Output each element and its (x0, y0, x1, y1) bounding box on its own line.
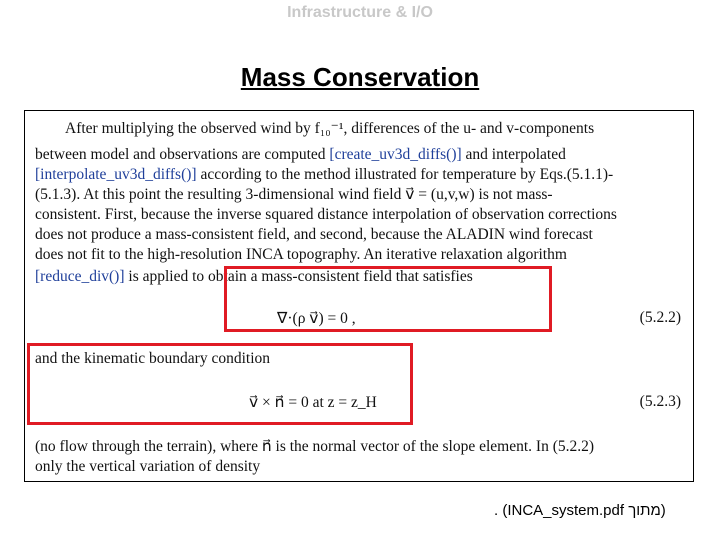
highlight-box-mass-consistency (224, 266, 552, 332)
text-line-4: (5.1.3). At this point the resulting 3-dimensional wind field v⃗ = (u,v,w) is not mass- (35, 186, 553, 203)
text-line-10: (no flow through the terrain), where n⃗ is the normal vector of the slope element. In (5.2.2) (35, 438, 595, 455)
equation-boundary-condition: v⃗ × n⃗ = 0 at z = z_H (249, 394, 377, 411)
slide-title: Mass Conservation (240, 62, 480, 92)
text-line-9: and the kinematic boundary condition (35, 350, 271, 367)
text-line-5: consistent. First, because the inverse squared distance interpolation of observation corrections (35, 206, 617, 223)
code-ref-create-uv3d-diffs: [create_uv3d_diffs()] (329, 146, 462, 163)
text-line-8: [reduce_div()] is applied to obtain a mass-consistent field that satisfies (35, 268, 473, 285)
code-ref-reduce-div: [reduce_div()] (35, 268, 125, 285)
text-line-11: only the vertical variation of density (35, 458, 261, 475)
highlight-box-boundary-condition (27, 343, 413, 425)
equation-number-5-2-3: (5.2.3) (639, 393, 681, 410)
section-header: Infrastructure & I/O (287, 4, 433, 21)
equation-mass-conservation: ∇·(ρ v⃗) = 0 , (277, 310, 356, 327)
text-line-1: After multiplying the observed wind by f₁₀⁻¹, differences of the u- and v-components (65, 120, 595, 137)
text-line-2: between model and observations are computed [create_uv3d_diffs()] and interpolated (35, 146, 566, 163)
text-line-3: [interpolate_uv3d_diffs()] according to the method illustrated for temperature by Eqs.(5.1.1)- (35, 166, 614, 183)
text-line-6: does not produce a mass-consistent field, and second, because the ALADIN wind forecast (35, 226, 593, 243)
text-line-7: does not fit to the high-resolution INCA topography. An iterative relaxation algorithm (35, 246, 567, 263)
source-caption: . (INCA_system.pdf מתוך) (494, 502, 666, 519)
equation-number-5-2-2: (5.2.2) (639, 309, 681, 326)
code-ref-interpolate-uv3d-diffs: [interpolate_uv3d_diffs()] (35, 166, 197, 183)
